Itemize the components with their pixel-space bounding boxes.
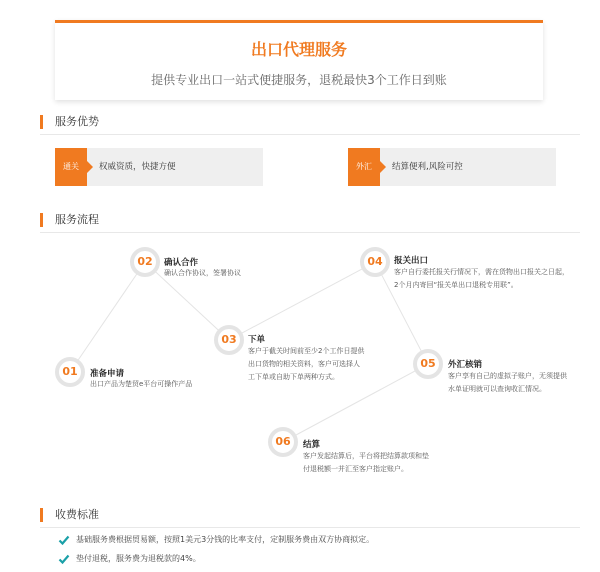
section-title-fees: 收费标准 xyxy=(40,508,99,522)
divider xyxy=(40,527,580,528)
step-title-03: 下单 xyxy=(248,335,266,345)
advantage-text: 结算便利,风险可控 xyxy=(392,162,463,172)
advantage-badge: 通关 xyxy=(55,148,87,186)
check-icon xyxy=(58,553,70,565)
advantage-badge: 外汇 xyxy=(348,148,380,186)
step-title-01: 准备申请 xyxy=(90,369,125,379)
fee-text: 垫付退税，服务费为退税款的4%。 xyxy=(76,554,201,563)
step-desc-06: 客户发起结算后，平台将把结算款项和垫付退税额一并汇至客户指定账户。 xyxy=(303,452,429,473)
step-number-01: 01 xyxy=(55,357,85,387)
step-desc-02: 确认合作协议，签署协议 xyxy=(164,269,241,277)
advantage-text: 权威资质，快捷方便 xyxy=(99,162,176,172)
step-desc-01: 出口产品为楚贸e平台可操作产品 xyxy=(90,380,193,388)
step-title-02: 确认合作 xyxy=(164,258,199,268)
step-desc-04: 客户自行委托报关行情况下，需在货物出口报关之日起，2个月内寄回“报关单出口退税专用联”。 xyxy=(394,268,569,289)
step-number-03: 03 xyxy=(214,325,244,355)
step-title-05: 外汇核销 xyxy=(448,360,483,370)
step-number-04: 04 xyxy=(360,247,390,277)
hero-title: 出口代理服务 xyxy=(250,40,347,59)
section-title-process: 服务流程 xyxy=(40,213,99,227)
step-desc-05: 客户享有自己的虚拟子账户，无须提供水单证明就可以查询收汇情况。 xyxy=(448,372,567,393)
fee-text: 基础服务费根据贸易额，按照1美元3分钱的比率支付，定制服务费由双方协商拟定。 xyxy=(76,535,375,544)
step-number-02: 02 xyxy=(130,247,160,277)
section-title-advantages: 服务优势 xyxy=(40,115,99,129)
step-number-06: 06 xyxy=(268,427,298,457)
step-title-06: 结算 xyxy=(303,440,321,450)
step-title-04: 报关出口 xyxy=(394,256,429,266)
step-desc-03: 客户于截关时间前至少2个工作日提供出口货物的相关资料，客户可选择人工下单或自助下单两种方式。 xyxy=(248,347,365,381)
step-number-05: 05 xyxy=(413,349,443,379)
check-icon xyxy=(58,534,70,546)
hero-subtitle: 提供专业出口一站式便捷服务，退税最快3个工作日到账 xyxy=(151,73,447,87)
